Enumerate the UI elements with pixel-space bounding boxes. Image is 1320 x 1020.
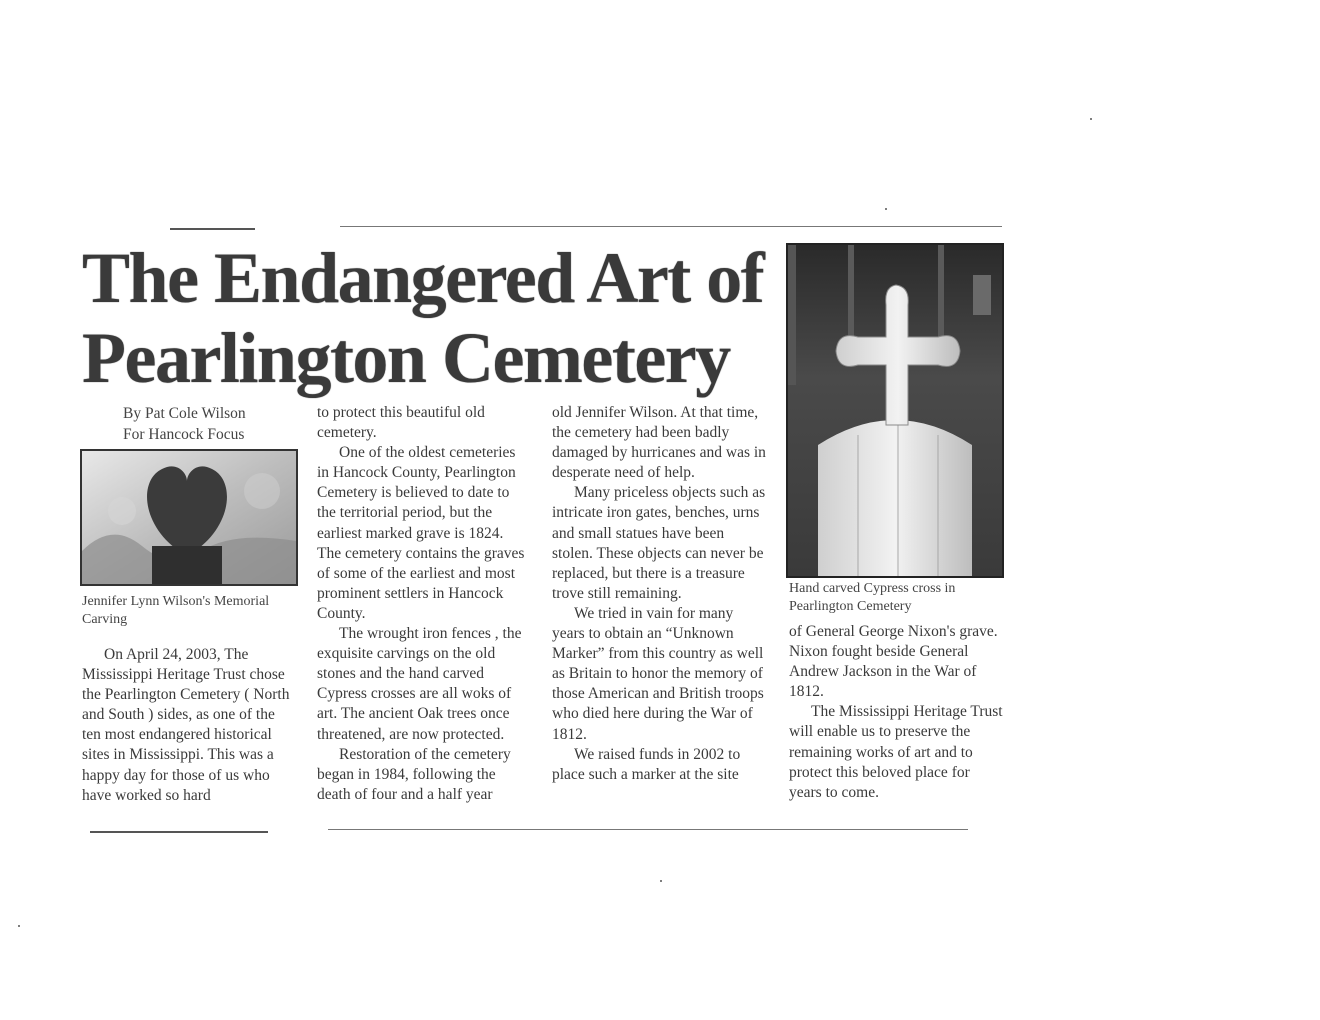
cypress-cross-caption: Hand carved Cypress cross in Pearlington Cemetery <box>789 581 956 614</box>
scan-speck <box>885 208 887 210</box>
byline <box>123 403 246 445</box>
headline-line-1: The Endangered Art of <box>82 238 764 318</box>
paragraph: One of the oldest cemeteries in Hancock County, Pearlington Cemetery is believed to date to the territorial period, but the earliest marked grave is 1824. The cemetery contains the graves of some of the earliest and most prominent settlers in Hancock County. <box>317 444 525 622</box>
top-rule-left <box>170 228 255 230</box>
paragraph: old Jennifer Wilson. At that time, the cemetery had been badly damaged by hurricanes and was in desperate need of help. <box>552 404 766 482</box>
article-column-3 <box>552 403 767 785</box>
byline-author: By Pat Cole Wilson <box>123 405 246 422</box>
article-column-1 <box>82 645 296 806</box>
paragraph: Many priceless objects such as intricate iron gates, benches, urns and small statues have been stolen. These objects can never be replaced, but there is a treasure trove still remaining. <box>552 484 766 602</box>
bottom-rule-right <box>328 829 968 830</box>
headline-line-2: Pearlington Cemetery <box>82 318 730 398</box>
paragraph: We raised funds in 2002 to place such a marker at the site <box>552 745 741 783</box>
paragraph: The Mississippi Heritage Trust will enable us to preserve the remaining works of art and to protect this beloved place for years to come. <box>789 703 1003 801</box>
headline <box>82 238 772 398</box>
paragraph: of General George Nixon's grave. Nixon fought beside General Andrew Jackson in the War of 1812. <box>789 623 998 701</box>
paragraph: to protect this beautiful old cemetery. <box>317 404 485 442</box>
scan-speck <box>18 925 20 927</box>
article-column-2 <box>317 403 531 805</box>
article-column-4 <box>789 622 1004 803</box>
memorial-carving-caption: Jennifer Lynn Wilson's Memorial Carving <box>82 594 270 627</box>
paragraph: We tried in vain for many years to obtain an “Unknown Marker” from this country as well as Britain to honor the memory of those American and British troops who died here during the War of 1812. <box>552 604 764 743</box>
paragraph: On April 24, 2003, The Mississippi Heritage Trust chose the Pearlington Cemetery ( North and South ) sides, as one of the ten most endangered historical sites in Mississippi. This was a happy day for those of us who have worked so hard <box>82 646 290 804</box>
scan-speck <box>660 880 662 882</box>
memorial-carving-photo <box>80 449 298 586</box>
paragraph: Restoration of the cemetery began in 1984, following the death of four and a half year <box>317 745 511 803</box>
bottom-rule-left <box>90 831 268 833</box>
byline-outlet: For Hancock Focus <box>123 426 245 443</box>
scan-speck <box>1090 118 1092 120</box>
top-rule-right <box>340 226 1002 227</box>
paragraph: The wrought iron fences , the exquisite carvings on the old stones and the hand carved Cypress crosses are all woks of art. The ancient Oak trees once threatened, are now protected. <box>317 625 522 743</box>
cypress-cross-photo <box>786 243 1004 578</box>
